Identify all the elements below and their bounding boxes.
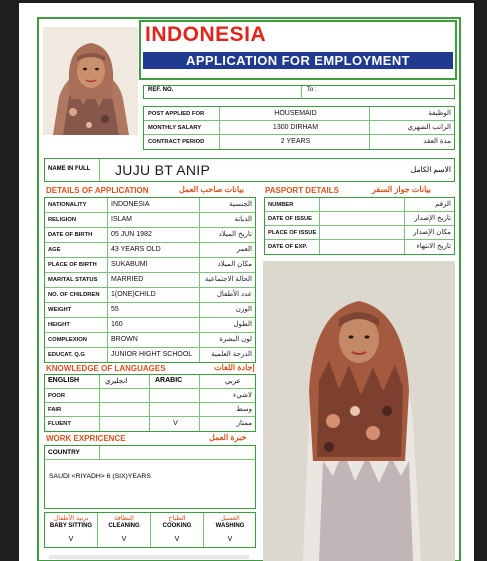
english-arabic: انجليزي: [105, 378, 128, 385]
job-arabic: الوظيفة: [428, 110, 451, 117]
details-label: HEIGHT: [48, 322, 70, 328]
language-level-label: FAIR: [48, 407, 62, 413]
details-label: EDUCAT. Q.G: [48, 352, 85, 358]
details-label: MARITAL STATUS: [48, 277, 98, 283]
details-label: NATIONALITY: [48, 202, 87, 208]
job-label: MONTHLY SALARY: [148, 125, 202, 131]
work-title-arabic: خبرة العمل: [209, 433, 247, 442]
job-value: 2 YEARS: [280, 138, 311, 145]
details-arabic: العمر: [236, 246, 252, 253]
job-label: CONTRACT PERIOD: [148, 139, 205, 145]
skill-mark: V: [227, 536, 233, 543]
country-label: COUNTRY: [48, 449, 80, 456]
details-label: AGE: [48, 247, 61, 253]
work-experience: SAUDI <RIYADH> 6 (SIX)YEARS: [49, 473, 151, 480]
language-mark: [150, 404, 198, 416]
country-title: INDONESIA: [145, 23, 267, 46]
language-level-arabic: ممتاز: [236, 420, 252, 427]
details-arabic: الدرجة العلمية: [211, 351, 252, 358]
passport-label: DATE OF EXP.: [268, 244, 308, 250]
ref-no-label: REF. NO.: [148, 87, 174, 93]
details-arabic: تاريخ الميلاد: [218, 231, 252, 238]
language-mark: [150, 390, 198, 402]
skill-mark: V: [68, 536, 74, 543]
details-title: DETAILS OF APPLICATION: [46, 186, 149, 195]
details-arabic: الطول: [233, 321, 252, 328]
language-level-arabic: لاشيء: [233, 392, 252, 399]
details-label: PLACE OF BIRTH: [48, 262, 97, 268]
details-value: JUNIOR HIGHT SCHOOL: [111, 351, 193, 358]
details-value: ISLAM: [111, 216, 133, 223]
skill-mark: V: [121, 536, 127, 543]
details-value: SUKABUMI: [111, 261, 148, 268]
details-label: RELIGION: [48, 217, 77, 223]
application-subtitle: APPLICATION FOR EMPLOYMENT: [143, 52, 453, 69]
details-value: 160: [111, 321, 123, 328]
passport-arabic: تاريخ الانتهاء: [416, 243, 451, 250]
passport-label: NUMBER: [268, 202, 294, 208]
details-label: COMPLEXION: [48, 337, 87, 343]
skill-arabic: تربية الأطفال: [53, 515, 89, 522]
details-value: 1(ONE)CHILD: [111, 291, 156, 298]
details-arabic: الوزن: [235, 306, 252, 313]
passport-title: PASPORT DETAILS: [265, 186, 339, 195]
full-body-photo: [263, 261, 455, 561]
skill-label: COOKING: [162, 523, 192, 529]
job-arabic: الراتب الشهري: [407, 124, 451, 131]
name-label: NAME IN FULL: [48, 166, 91, 172]
arabic-arabic: عربي: [225, 378, 241, 385]
details-arabic: الحالة الاجتماعية: [204, 276, 252, 283]
portrait-photo-small: [43, 27, 138, 135]
job-value: HOUSEMAID: [274, 110, 317, 117]
passport-label: DATE OF ISSUE: [268, 216, 313, 222]
language-level-label: POOR: [48, 393, 66, 399]
english-label: ENGLISH: [48, 377, 80, 384]
faint-footer-text: [49, 555, 249, 559]
details-value: BROWN: [111, 336, 138, 343]
language-level-arabic: وسط: [236, 406, 252, 413]
name-arabic: الاسم الكامل: [410, 165, 451, 174]
language-mark: V: [173, 420, 178, 427]
details-arabic: الجنسية: [229, 201, 252, 208]
job-arabic: مدة العقد: [423, 138, 451, 145]
skill-arabic: الغسيل: [220, 515, 240, 522]
job-label: POST APPLIED FOR: [148, 111, 205, 117]
skill-arabic: النظافة: [114, 515, 134, 522]
details-arabic: الديانة: [234, 216, 252, 223]
details-title-arabic: بيانات صاحب العمل: [179, 185, 244, 194]
passport-arabic: تاريخ الإصدار: [414, 215, 451, 222]
details-value: 43 YEARS OLD: [111, 246, 161, 253]
skill-label: CLEANING: [108, 523, 140, 529]
languages-title-arabic: إجادة اللغات: [214, 363, 255, 372]
details-value: INDONESIA: [111, 201, 150, 208]
skill-label: WASHING: [215, 523, 245, 529]
details-value: 55: [111, 306, 119, 313]
details-value: MARRIED: [111, 276, 144, 283]
job-value: 1300 DIRHAM: [272, 124, 319, 131]
language-level-label: FLUENT: [48, 421, 71, 427]
skill-label: BABY SITTING: [49, 523, 93, 529]
passport-label: PLACE OF ISSUE: [268, 230, 317, 236]
details-arabic: عدد الأطفال: [216, 291, 252, 298]
languages-title: KNOWLEDGE OF LANGUAGES: [46, 364, 166, 373]
details-label: NO. OF CHILDREN: [48, 292, 100, 298]
details-value: 05 JUN 1982: [111, 231, 152, 238]
skill-arabic: الطباخ: [168, 515, 186, 522]
passport-arabic: الرقم: [435, 201, 451, 208]
name-value: JUJU BT ANIP: [115, 162, 211, 178]
passport-arabic: مكان الإصدار: [413, 229, 451, 236]
to-label: To :: [307, 87, 317, 93]
details-label: DATE OF BIRTH: [48, 232, 93, 238]
arabic-label: ARABIC: [155, 377, 183, 384]
details-arabic: مكان الميلاد: [217, 261, 252, 268]
skill-mark: V: [174, 536, 180, 543]
ref-box: [143, 85, 455, 99]
application-sheet: [19, 3, 474, 561]
work-title: WORK EXPRICENCE: [46, 434, 126, 443]
details-label: WEIGHT: [48, 307, 72, 313]
details-arabic: لون البشرة: [219, 336, 252, 343]
passport-title-arabic: بيانات جواز السفر: [372, 185, 432, 194]
